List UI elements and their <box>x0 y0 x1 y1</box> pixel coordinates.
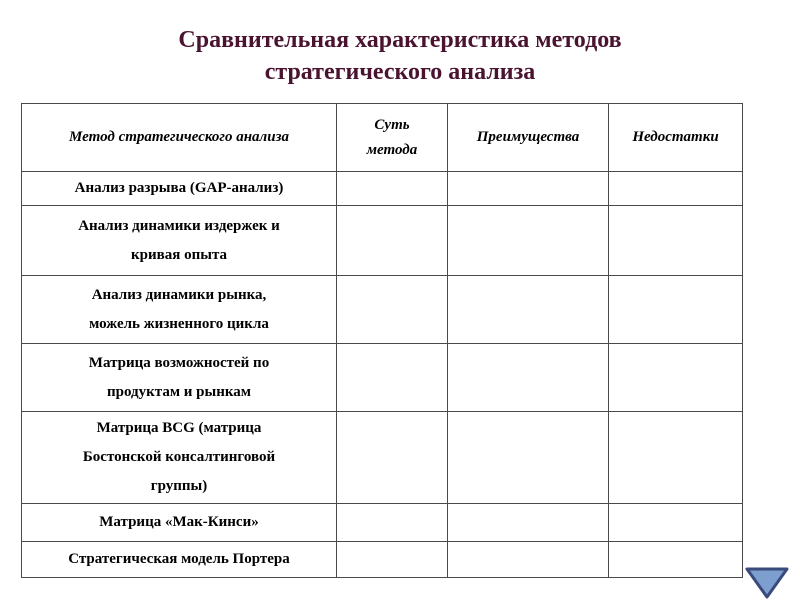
method-cell-line: Анализ динамики издержек и <box>78 217 280 234</box>
comparison-table <box>21 103 743 578</box>
disadvantages-cell[interactable] <box>609 344 743 412</box>
table-row <box>22 504 743 542</box>
method-cell <box>22 412 337 504</box>
essence-cell[interactable] <box>337 206 448 276</box>
table-row <box>22 172 743 206</box>
method-cell <box>22 542 337 578</box>
advantages-cell[interactable] <box>448 412 609 504</box>
method-cell-line: Анализ разрыва (GAP-анализ) <box>74 180 284 196</box>
method-cell <box>22 344 337 412</box>
table-row <box>22 542 743 578</box>
table-body <box>22 172 743 578</box>
method-cell-line: продуктам и рынкам <box>106 383 252 400</box>
header-disadvantages: Недостатки <box>609 104 743 172</box>
table-header-row <box>22 104 743 172</box>
disadvantages-cell[interactable] <box>609 206 743 276</box>
advantages-cell[interactable] <box>448 542 609 578</box>
method-cell <box>22 504 337 542</box>
method-cell-line: Бостонской консалтинговой <box>82 449 276 465</box>
header-advantages: Преимущества <box>448 104 609 172</box>
method-cell-line: Матрица BCG (матрица <box>96 420 262 436</box>
method-cell-line: группы) <box>150 478 208 494</box>
method-cell <box>22 276 337 344</box>
method-cell-line: можель жизненного цикла <box>89 315 269 332</box>
essence-cell[interactable] <box>337 276 448 344</box>
disadvantages-cell[interactable] <box>609 276 743 344</box>
essence-cell[interactable] <box>337 344 448 412</box>
essence-cell[interactable] <box>337 412 448 504</box>
advantages-cell[interactable] <box>448 276 609 344</box>
essence-cell[interactable] <box>337 504 448 542</box>
header-method: Метод стратегического анализа <box>22 104 337 172</box>
method-cell-line: Матрица возможностей по <box>88 354 270 371</box>
method-cell-line: Анализ динамики рынка, <box>91 286 267 303</box>
page-title-line-2: стратегического анализа <box>264 59 536 85</box>
method-cell-line: кривая опыта <box>131 246 227 263</box>
page-title <box>0 24 800 88</box>
advantages-cell[interactable] <box>448 172 609 206</box>
triangle-down-icon[interactable] <box>744 566 790 600</box>
advantages-cell[interactable] <box>448 504 609 542</box>
disadvantages-cell[interactable] <box>609 542 743 578</box>
method-cell-line: Стратегическая модель Портера <box>68 551 290 567</box>
table-row <box>22 344 743 412</box>
method-cell <box>22 206 337 276</box>
method-cell <box>22 172 337 206</box>
disadvantages-cell[interactable] <box>609 504 743 542</box>
table-row <box>22 412 743 504</box>
advantages-cell[interactable] <box>448 206 609 276</box>
disadvantages-cell[interactable] <box>609 172 743 206</box>
essence-cell[interactable] <box>337 172 448 206</box>
page-title-line-1: Сравнительная характеристика методов <box>178 27 622 53</box>
essence-cell[interactable] <box>337 542 448 578</box>
header-essence-line-2: метода <box>366 141 418 158</box>
table-row <box>22 206 743 276</box>
header-essence-line-1: Суть <box>374 116 410 133</box>
header-essence <box>337 104 448 172</box>
method-cell-line: Матрица «Мак-Кинси» <box>99 514 259 530</box>
table-row <box>22 276 743 344</box>
advantages-cell[interactable] <box>448 344 609 412</box>
disadvantages-cell[interactable] <box>609 412 743 504</box>
